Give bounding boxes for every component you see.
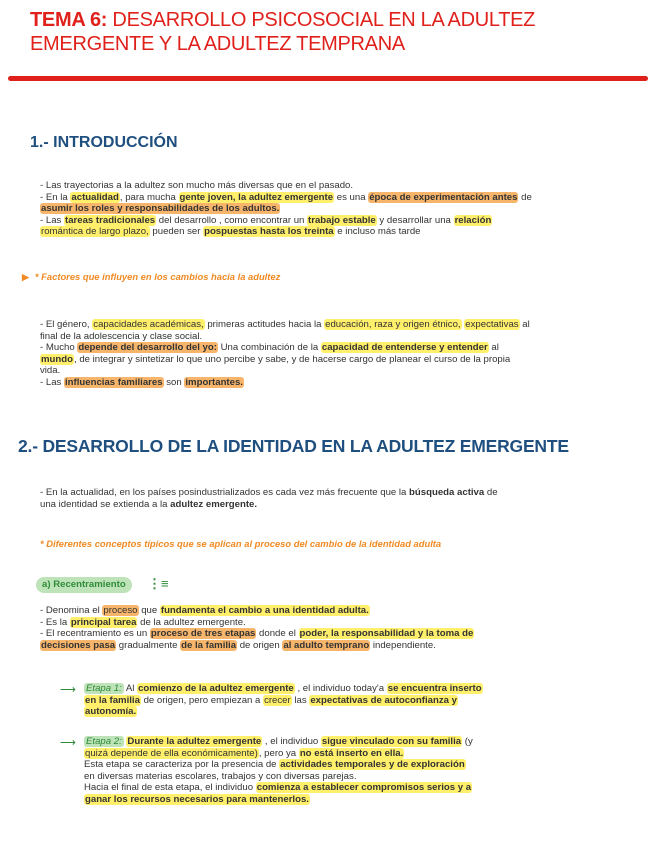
intro-line-3: - Las tareas tradicionales del desarrollo , como encontrar un trabajo estable y desarrollar una relación romántica de largo plazo, pueden ser pospuestas hasta los treinta e incluso más tarde: [40, 214, 492, 238]
title-line-2: EMERGENTE Y LA ADULTEZ TEMPRANA: [30, 33, 405, 55]
title-line-1: DESARROLLO PSICOSOCIAL EN LA ADULTEZ: [107, 9, 536, 31]
arrow-right-icon: ⟶: [60, 684, 76, 696]
identity-paragraph: - En la actualidad, en los países posindustrializados es cada vez más frecuente que la búsqueda activa de una identidad se extienda a la adultez emergente.: [40, 487, 498, 510]
factors-line-1: - El género, capacidades académicas, primeras actitudes hacia la educación, raza y origen étnico, expectativas al final de la adolescencia y clase social.: [40, 319, 530, 342]
document-title: [30, 8, 640, 56]
intro-line-1: - Las trayectorias a la adultez son mucho más diversas que en el pasado.: [40, 180, 354, 191]
factors-line-3: - Las influencias familiares son importantes.: [40, 376, 243, 388]
title-topic-number: TEMA 6:: [30, 9, 108, 31]
arrow-right-icon: ⟶: [60, 737, 76, 749]
triangle-bullet-icon: ▶: [22, 272, 29, 282]
recentramiento-paragraph: - Denomina el proceso que fundamenta el cambio a una identidad adulta. - Es la principal tarea de la adultez emergente. - El recentramiento es un proceso de tres etapas donde el poder, la responsabilidad y la toma de decisiones pasa gradualmente de la familia de origen al adulto temprano independiente.: [40, 605, 474, 651]
stage-1-paragraph: Etapa 1: Al comienzo de la adultez emergente , el individuo today'a se encuentra inserto en la familia de origen, pero empiezan a crecer las expectativas de autoconfianza y autonomía.: [85, 683, 482, 718]
recentramiento-label: a) Recentramiento: [36, 577, 132, 593]
title-divider: [8, 76, 648, 81]
factors-paragraph: [40, 319, 634, 389]
factors-line-2: - Mucho depende del desarrollo del yo: Una combinación de la capacidad de entenderse y entender al mundo, de integrar y sintetizar lo que uno percibe y sabe, y de hacerse cargo de planear el curso de la propia vida.: [40, 342, 511, 377]
section-heading-identity: 2.- DESARROLLO DE LA IDENTIDAD EN LA ADULTEZ EMERGENTE: [18, 436, 569, 456]
concepts-note: * Diferentes conceptos típicos que se aplican al proceso del cambio de la identidad adulta: [40, 538, 442, 549]
factors-note: ▶ * Factores que influyen en los cambios hacia la adultez: [22, 271, 281, 282]
stage-2-paragraph: Etapa 2: Durante la adultez emergente , el individuo sigue vinculado con su familia (y quizá depende de ella económicamente), pero ya no está inserto en ella. Esta etapa se caracteriza por la presencia de actividades temporales y de exploración en diversas materias escolares, trabajos y con diversas parejas. Hacia el final de esta etapa, el individuo comienza a establecer compromisos serios y a ganar los recursos necesarios para mantenerlos.: [84, 736, 473, 805]
intro-line-2: - En la actualidad, para mucha gente joven, la adultez emergente es una época de experimentación antes de asumir los roles y responsabilidades de los adultos.: [40, 191, 532, 215]
intro-paragraph: [40, 180, 634, 238]
list-icon: ⋮≡: [148, 576, 169, 591]
section-heading-intro: 1.- INTRODUCCIÓN: [30, 134, 178, 151]
